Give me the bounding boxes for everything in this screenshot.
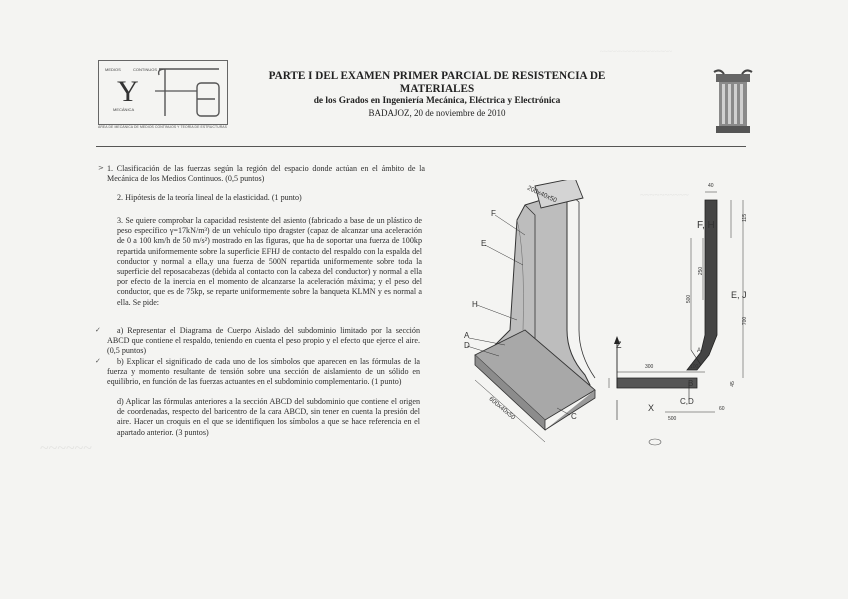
point-label-e: E bbox=[481, 239, 487, 248]
axis-x: X bbox=[648, 403, 655, 413]
dim-500: 500 bbox=[686, 294, 693, 304]
bleed-through-text: ~~~~~~~~~~ bbox=[640, 190, 689, 200]
label-a: A bbox=[697, 348, 702, 354]
dim-40: 40 bbox=[708, 183, 714, 189]
handwritten-check-mark: > bbox=[98, 164, 104, 172]
logo-text-top-left: MEDIOS bbox=[105, 67, 121, 72]
handwritten-check-mark: ✓ bbox=[95, 357, 101, 365]
exam-header bbox=[232, 70, 642, 119]
question-1: 1. Clasificación de las fuerzas según la región del espacio donde actúan en el ámbito de la Mecánica de los Medios Continuos. (0,5 puntos) bbox=[107, 164, 425, 184]
logo-letter: Y bbox=[117, 75, 139, 108]
label-b: B bbox=[688, 379, 694, 388]
question-3d: d) Aplicar las fórmulas anteriores a la sección ABCD del subdominio que contiene el origen de coordenadas, respecto del baricentro de la cara ABCD, sin tener en cuenta la presión del aire. Hacer un croquis en el que se identifiquen los símbolos a que se hace referencia en el apartado anterior. (3 puntos) bbox=[117, 397, 420, 437]
dimension-base: 600x40x50 bbox=[487, 395, 517, 422]
label-fh: F, H bbox=[697, 220, 715, 231]
question-2: 2. Hipótesis de la teoría lineal de la elasticidad. (1 punto) bbox=[117, 193, 302, 202]
axis-z: Z bbox=[616, 340, 622, 350]
dim-115: 115 bbox=[741, 214, 748, 222]
dim-250: 250 bbox=[698, 266, 705, 276]
dim-100: 100 bbox=[690, 364, 699, 370]
dim-60: 60 bbox=[719, 406, 725, 412]
point-label-c: C bbox=[571, 412, 577, 421]
university-crest bbox=[712, 68, 754, 136]
point-label-f: F bbox=[491, 209, 496, 218]
question-3: 3. Se quiere comprobar la capacidad resistente del asiento (fabricado a base de un plástico de peso específico γ=17kN/m³) de un vehículo tipo dragster (capaz de alcanzar una aceleración de 0 a 100 km/h de 50 m/s²) mostrado en las figuras, que ha de soportar una fuerza de 100kp repartida uniformemente sobre la superficie EFHJ de contacto del respaldo con la espalda del conductor y normal a ella,y una fuerza de 500N repartida uniformemente sobre toda la superficie del reposacabezas (debida al contacto con la cabeza del conductor) y normal a ella por efecto de la inercia en el momento de alcanzarse la aceleración máxima; y el peso del conductor, que es de 75kp, se reparte uniformemente sobre la banqueta KLMN y es normal a ella. Se pide: bbox=[117, 216, 422, 307]
question-3b: b) Explicar el significado de cada uno de los símbolos que aparecen en las fórmulas de la fuerza y momento resultante de tensión sobre una sección de aislamiento de un sólido en equilibrio, en función de las fuerzas actuantes en el subdominio complementario. (1 punto) bbox=[107, 357, 420, 387]
handwritten-check-mark: ✓ bbox=[95, 326, 101, 334]
bleed-through-text: ~~~~~~ bbox=[40, 440, 92, 457]
dimension-headrest: 200x40x50 bbox=[526, 184, 558, 205]
dim-300: 300 bbox=[645, 364, 654, 370]
dim-700: 700 bbox=[742, 316, 749, 326]
place-date: BADAJOZ, 20 de noviembre de 2010 bbox=[368, 107, 506, 118]
dim-45: 45 bbox=[729, 381, 736, 387]
page-title: PARTE I DEL EXAMEN PRIMER PARCIAL DE RESISTENCIA DE MATERIALES bbox=[268, 70, 606, 95]
point-label-a: A bbox=[464, 331, 470, 340]
dim-500-base: 500 bbox=[668, 416, 677, 422]
seat-section-drawing bbox=[605, 190, 755, 450]
department-logo bbox=[98, 60, 228, 125]
seat-isometric-figure bbox=[455, 180, 615, 445]
question-3a: a) Representar el Diagrama de Cuerpo Aislado del subdominio limitado por la sección ABCD que contiene el respaldo, teniendo en cuenta el peso propio y el efecto que ejerce el aire. (0,5 puntos) bbox=[107, 326, 420, 356]
page-subtitle: de los Grados en Ingeniería Mecánica, Eléctrica y Electrónica bbox=[313, 96, 561, 106]
point-label-h: H bbox=[472, 300, 478, 309]
bleed-through-text: ~~~~~~~~~~~~~~~~~~~ bbox=[600, 48, 672, 56]
header-divider bbox=[96, 146, 746, 147]
point-label-d: D bbox=[464, 341, 470, 350]
logo-text-bottom: MECÁNICA bbox=[113, 107, 135, 112]
label-cd: C,D bbox=[680, 397, 694, 406]
logo-text-top-right: CONTINUOS bbox=[133, 67, 157, 72]
label-ej: E, J bbox=[731, 290, 747, 300]
logo-caption: ÁREA DE MECÁNICA DE MEDIOS CONTINUOS Y TEORÍA DE ESTRUCTURAS bbox=[98, 125, 228, 129]
